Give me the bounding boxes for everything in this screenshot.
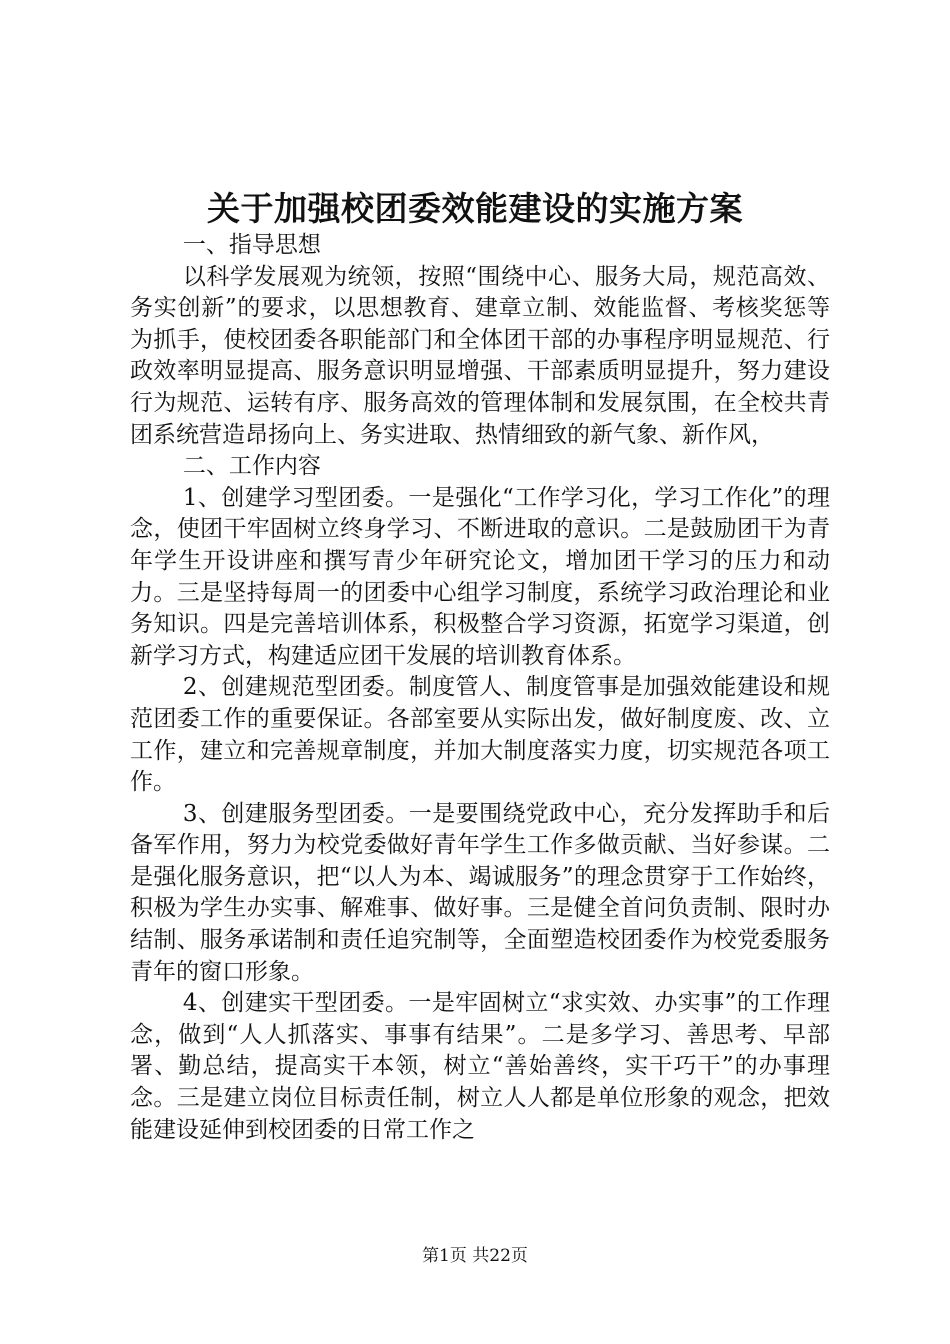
paragraph: 3、创建服务型团委。一是要围绕党政中心，充分发挥助手和后备军作用，努力为校党委做好青年学生工作多做贡献、当好参谋。二是强化服务意识，把“以人为本、竭诚服务”的理念贯穿于工作始终，积极为学生办实事、解难事、做好事。三是健全首问负责制、限时办结制、服务承诺制和责任追究制等，全面塑造校团委作为校党委服务青年的窗口形象。 <box>130 800 830 985</box>
paragraph: 以科学发展观为统领，按照“围绕中心、服务大局，规范高效、务实创新”的要求，以思想教育、建章立制、效能监督、考核奖惩等为抓手，使校团委各职能部门和全体团干部的办事程序明显规范、行政效率明显提高、服务意识明显增强、干部素质明显提升，努力建设行为规范、运转有序、服务高效的管理体制和发展氛围，在全校共青团系统营造昂扬向上、务实进取、热情细致的新气象、新作风， <box>130 263 830 448</box>
section-heading: 一、指导思想 <box>182 232 321 258</box>
paragraph: 2、创建规范型团委。制度管人、制度管事是加强效能建设和规范团委工作的重要保证。各部室要从实际出发，做好制度废、改、立工作，建立和完善规章制度，并加大制度落实力度，切实规范各项工作。 <box>130 674 830 796</box>
paragraph: 4、创建实干型团委。一是牢固树立“求实效、办实事”的工作理念，做到“人人抓落实、事事有结果”。二是多学习、善思考、早部署、勤总结，提高实干本领，树立“善始善终，实干巧干”的办事理念。三是建立岗位目标责任制，树立人人都是单位形象的观念，把效能建设延伸到校团委的日常工作之 <box>130 990 830 1143</box>
document-title: 关于加强校团委效能建设的实施方案 <box>207 189 743 228</box>
section-heading: 二、工作内容 <box>182 453 321 480</box>
page-footer: 第1页 共22页 <box>422 1246 528 1266</box>
paragraph: 1、创建学习型团委。一是强化“工作学习化，学习工作化”的理念，使团干牢固树立终身学习、不断进取的意识。二是鼓励团干为青年学生开设讲座和撰写青少年研究论文，增加团干学习的压力和动力。三是坚持每周一的团委中心组学习制度，系统学习政治理论和业务知识。四是完善培训体系，积极整合学习资源，拓宽学习渠道，创新学习方式，构建适应团干发展的培训教育体系。 <box>130 484 830 669</box>
document-body <box>130 230 830 1146</box>
